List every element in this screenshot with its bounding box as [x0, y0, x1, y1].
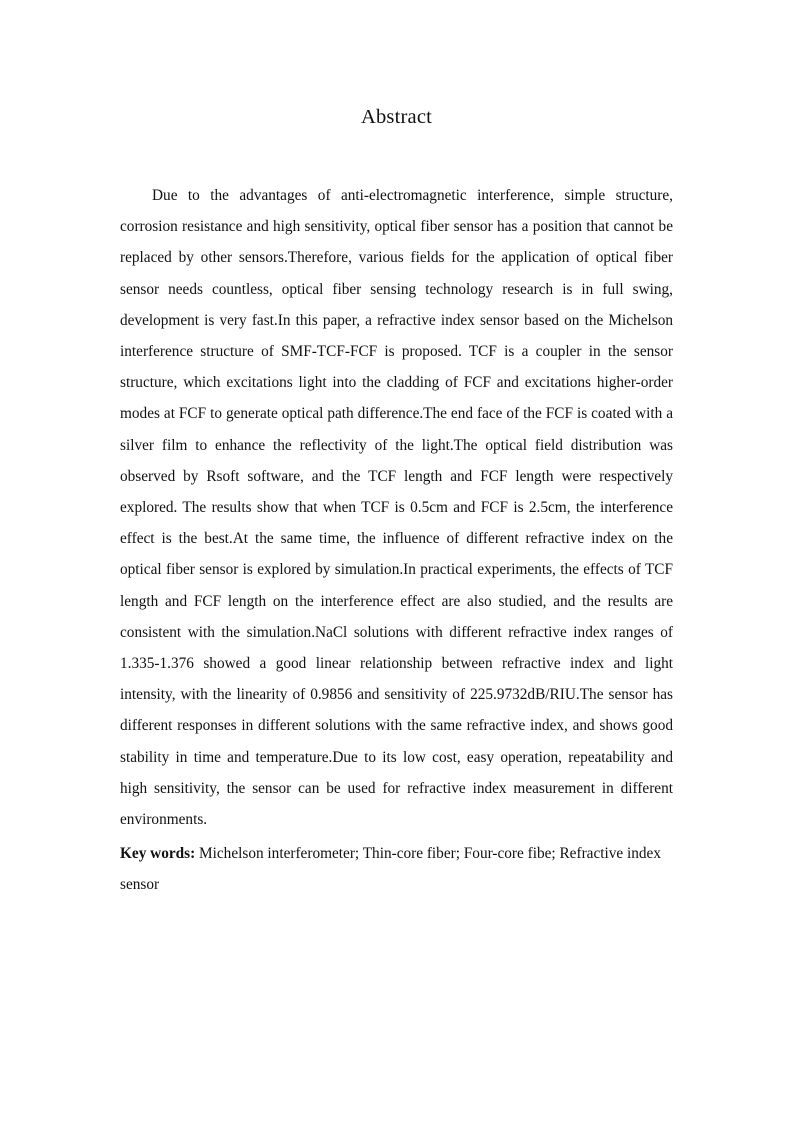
- keywords-label: Key words:: [120, 845, 196, 862]
- keywords-line: [120, 838, 673, 900]
- abstract-paragraph: Due to the advantages of anti-electromagnetic interference, simple structure, corrosion resistance and high sensitivity, optical fiber sensor has a position that cannot be replaced by other sensors.Therefore, various fields for the application of optical fiber sensor needs countless, optical fiber sensing technology research is in full swing, development is very fast.In this paper, a refractive index sensor based on the Michelson interference structure of SMF-TCF-FCF is proposed. TCF is a coupler in the sensor structure, which excitations light into the cladding of FCF and excitations higher-order modes at FCF to generate optical path difference.The end face of the FCF is coated with a silver film to enhance the reflectivity of the light.The optical field distribution was observed by Rsoft software, and the TCF length and FCF length were respectively explored. The results show that when TCF is 0.5cm and FCF is 2.5cm, the interference effect is the best.At the same time, the influence of different refractive index on the optical fiber sensor is explored by simulation.In practical experiments, the effects of TCF length and FCF length on the interference effect are also studied, and the results are consistent with the simulation.NaCl solutions with different refractive index ranges of 1.335-1.376 showed a good linear relationship between refractive index and light intensity, with the linearity of 0.9856 and sensitivity of 225.9732dB/RIU.The sensor has different responses in different solutions with the same refractive index, and shows good stability in time and temperature.Due to its low cost, easy operation, repeatability and high sensitivity, the sensor can be used for refractive index measurement in different environments.: [120, 187, 673, 829]
- page-title: Abstract: [360, 106, 433, 128]
- keywords-text: Michelson interferometer; Thin-core fiber; Four-core fibe; Refractive index sensor: [120, 845, 661, 894]
